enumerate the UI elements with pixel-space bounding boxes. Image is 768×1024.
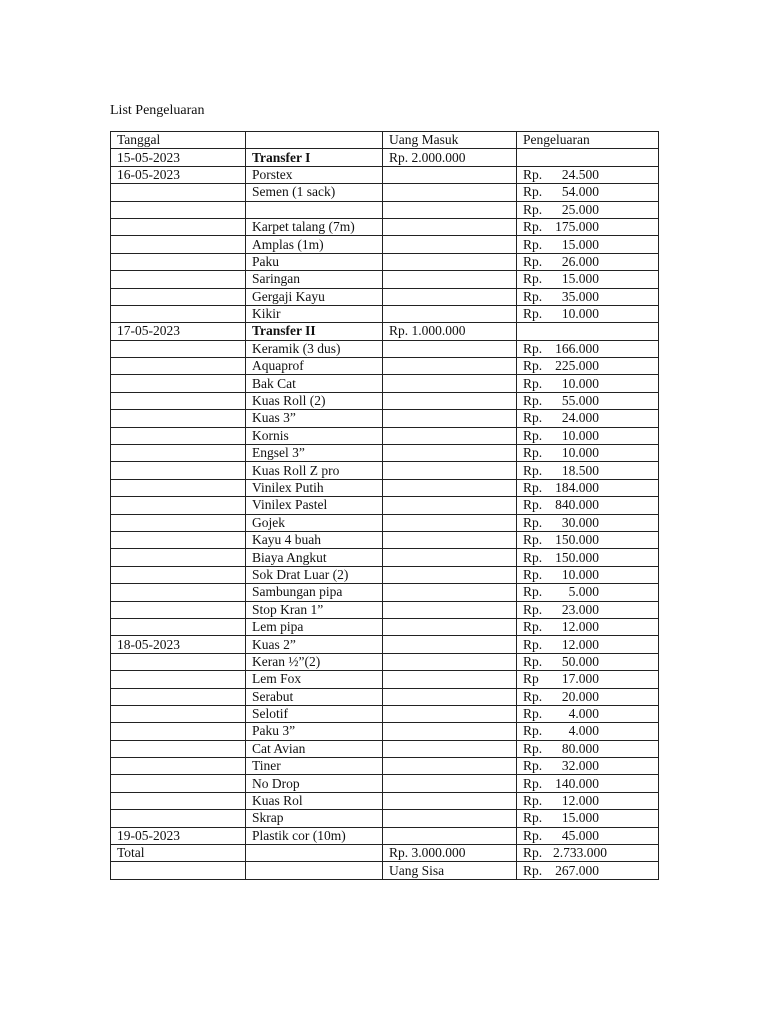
table-row	[111, 775, 659, 792]
cell-item: Paku	[246, 253, 383, 270]
cell-date	[111, 758, 246, 775]
table-row	[111, 723, 659, 740]
currency-prefix: Rp.	[523, 445, 543, 461]
currency-prefix: Rp.	[523, 306, 543, 322]
currency-prefix: Rp.	[523, 219, 543, 235]
cell-date	[111, 497, 246, 514]
cell-uang-masuk	[383, 636, 517, 653]
cell-pengeluaran	[517, 792, 659, 809]
currency-prefix: Rp.	[523, 810, 543, 826]
cell-uang-masuk	[383, 184, 517, 201]
cell-uang-masuk	[383, 427, 517, 444]
table-row	[111, 340, 659, 357]
cell-date	[111, 375, 246, 392]
cell-date: 15-05-2023	[111, 149, 246, 166]
currency-prefix: Rp.	[523, 532, 543, 548]
currency-prefix: Rp	[523, 671, 539, 687]
table-row	[111, 184, 659, 201]
cell-date	[111, 688, 246, 705]
table-row	[111, 688, 659, 705]
cell-item: Gergaji Kayu	[246, 288, 383, 305]
cell-uang-masuk	[383, 671, 517, 688]
expense-amount: 225.000	[555, 358, 599, 374]
expense-amount: 23.000	[561, 601, 599, 617]
cell-uang-masuk	[383, 479, 517, 496]
cell-item: Selotif	[246, 705, 383, 722]
cell-uang-masuk	[383, 497, 517, 514]
currency-prefix: Rp.	[523, 427, 543, 443]
expense-amount: 35.000	[561, 288, 599, 304]
expense-amount: 25.000	[561, 201, 599, 217]
cell-item	[246, 201, 383, 218]
cell-uang-masuk	[383, 305, 517, 322]
cell-item: Porstex	[246, 166, 383, 183]
cell-uang-masuk	[383, 584, 517, 601]
cell-uang-masuk	[383, 601, 517, 618]
cell-item	[246, 845, 383, 862]
cell-pengeluaran	[517, 845, 659, 862]
cell-uang-masuk	[383, 271, 517, 288]
table-row	[111, 827, 659, 844]
cell-uang-masuk	[383, 462, 517, 479]
cell-date: 17-05-2023	[111, 323, 246, 340]
expense-amount: 15.000	[561, 810, 599, 826]
cell-item: Kornis	[246, 427, 383, 444]
currency-prefix: Rp.	[523, 514, 543, 530]
header-row	[111, 132, 659, 149]
header-tanggal: Tanggal	[111, 132, 246, 149]
cell-item: Keramik (3 dus)	[246, 340, 383, 357]
cell-item: Karpet talang (7m)	[246, 218, 383, 235]
currency-prefix: Rp.	[523, 584, 543, 600]
expense-amount: 55.000	[561, 393, 599, 409]
cell-uang-masuk	[383, 358, 517, 375]
table-row	[111, 671, 659, 688]
cell-pengeluaran	[517, 236, 659, 253]
cell-date	[111, 201, 246, 218]
cell-uang-masuk	[383, 410, 517, 427]
currency-prefix: Rp.	[523, 862, 543, 878]
cell-uang-masuk	[383, 531, 517, 548]
cell-date	[111, 531, 246, 548]
cell-uang-masuk: Rp. 3.000.000	[383, 845, 517, 862]
cell-item: Semen (1 sack)	[246, 184, 383, 201]
cell-pengeluaran	[517, 305, 659, 322]
cell-date	[111, 305, 246, 322]
cell-pengeluaran	[517, 218, 659, 235]
cell-date	[111, 288, 246, 305]
cell-pengeluaran	[517, 618, 659, 635]
currency-prefix: Rp.	[523, 758, 543, 774]
cell-item: Sambungan pipa	[246, 584, 383, 601]
cell-item: Lem Fox	[246, 671, 383, 688]
cell-item: Kuas 3”	[246, 410, 383, 427]
table-row	[111, 375, 659, 392]
expense-amount: 10.000	[561, 445, 599, 461]
expense-amount: 15.000	[561, 236, 599, 252]
cell-date	[111, 218, 246, 235]
cell-uang-masuk	[383, 340, 517, 357]
cell-pengeluaran	[517, 584, 659, 601]
cell-item: Kuas Roll (2)	[246, 392, 383, 409]
cell-uang-masuk	[383, 549, 517, 566]
cell-uang-masuk	[383, 166, 517, 183]
cell-pengeluaran	[517, 740, 659, 757]
expense-amount: 32.000	[561, 758, 599, 774]
expense-amount: 54.000	[561, 184, 599, 200]
cell-item: Kayu 4 buah	[246, 531, 383, 548]
table-row	[111, 479, 659, 496]
currency-prefix: Rp.	[523, 375, 543, 391]
cell-pengeluaran	[517, 149, 659, 166]
cell-date	[111, 775, 246, 792]
cell-date	[111, 671, 246, 688]
cell-pengeluaran	[517, 392, 659, 409]
cell-uang-masuk	[383, 740, 517, 757]
cell-pengeluaran	[517, 271, 659, 288]
cell-date	[111, 584, 246, 601]
cell-item: Keran ½”(2)	[246, 653, 383, 670]
cell-pengeluaran	[517, 358, 659, 375]
currency-prefix: Rp.	[523, 549, 543, 565]
cell-pengeluaran	[517, 653, 659, 670]
table-row	[111, 636, 659, 653]
cell-item: Stop Kran 1”	[246, 601, 383, 618]
cell-item: Engsel 3”	[246, 445, 383, 462]
cell-date	[111, 653, 246, 670]
cell-pengeluaran	[517, 758, 659, 775]
cell-date	[111, 236, 246, 253]
cell-pengeluaran	[517, 671, 659, 688]
cell-item: Kuas Rol	[246, 792, 383, 809]
cell-pengeluaran	[517, 688, 659, 705]
table-row	[111, 288, 659, 305]
cell-item: Amplas (1m)	[246, 236, 383, 253]
cell-item: Aquaprof	[246, 358, 383, 375]
cell-item: Transfer I	[246, 149, 383, 166]
expense-amount: 150.000	[555, 532, 599, 548]
cell-uang-masuk	[383, 253, 517, 270]
table-row	[111, 427, 659, 444]
table-row	[111, 358, 659, 375]
cell-uang-masuk	[383, 445, 517, 462]
currency-prefix: Rp.	[523, 723, 543, 739]
cell-pengeluaran	[517, 549, 659, 566]
expense-amount: 4.000	[568, 706, 599, 722]
cell-item: Biaya Angkut	[246, 549, 383, 566]
cell-pengeluaran	[517, 566, 659, 583]
currency-prefix: Rp.	[523, 619, 543, 635]
table-row	[111, 201, 659, 218]
currency-prefix: Rp.	[523, 740, 543, 756]
cell-date: 19-05-2023	[111, 827, 246, 844]
cell-pengeluaran	[517, 427, 659, 444]
cell-date	[111, 253, 246, 270]
cell-item: No Drop	[246, 775, 383, 792]
expense-amount: 2.733.000	[553, 845, 607, 861]
table-row	[111, 531, 659, 548]
currency-prefix: Rp.	[523, 497, 543, 513]
cell-pengeluaran	[517, 705, 659, 722]
table-row	[111, 462, 659, 479]
cell-item: Cat Avian	[246, 740, 383, 757]
table-row	[111, 218, 659, 235]
cell-item: Kikir	[246, 305, 383, 322]
cell-uang-masuk	[383, 566, 517, 583]
cell-item: Sok Drat Luar (2)	[246, 566, 383, 583]
expense-amount: 10.000	[561, 566, 599, 582]
header-uang-masuk: Uang Masuk	[383, 132, 517, 149]
cell-pengeluaran	[517, 810, 659, 827]
table-row	[111, 584, 659, 601]
cell-item: Skrap	[246, 810, 383, 827]
cell-pengeluaran	[517, 375, 659, 392]
cell-item: Tiner	[246, 758, 383, 775]
cell-pengeluaran	[517, 601, 659, 618]
cell-pengeluaran	[517, 323, 659, 340]
expense-amount: 50.000	[561, 653, 599, 669]
cell-date	[111, 810, 246, 827]
cell-item: Plastik cor (10m)	[246, 827, 383, 844]
cell-date	[111, 445, 246, 462]
table-row	[111, 497, 659, 514]
cell-date	[111, 271, 246, 288]
cell-uang-masuk	[383, 792, 517, 809]
expense-amount: 175.000	[555, 219, 599, 235]
cell-item: Serabut	[246, 688, 383, 705]
table-row	[111, 323, 659, 340]
cell-pengeluaran	[517, 497, 659, 514]
header-pengeluaran: Pengeluaran	[517, 132, 659, 149]
cell-date	[111, 427, 246, 444]
expense-amount: 184.000	[555, 480, 599, 495]
document-title: List Pengeluaran	[110, 103, 205, 118]
cell-uang-masuk	[383, 653, 517, 670]
cell-uang-masuk	[383, 827, 517, 844]
currency-prefix: Rp.	[523, 775, 543, 791]
cell-uang-masuk	[383, 758, 517, 775]
cell-date	[111, 358, 246, 375]
table-row	[111, 810, 659, 827]
cell-pengeluaran	[517, 827, 659, 844]
cell-item: Lem pipa	[246, 618, 383, 635]
table-row	[111, 618, 659, 635]
expense-amount: 12.000	[561, 793, 599, 809]
cell-pengeluaran	[517, 166, 659, 183]
table-row	[111, 514, 659, 531]
cell-uang-masuk	[383, 688, 517, 705]
table-row	[111, 740, 659, 757]
cell-uang-masuk	[383, 618, 517, 635]
cell-pengeluaran	[517, 253, 659, 270]
cell-item: Saringan	[246, 271, 383, 288]
currency-prefix: Rp.	[523, 462, 543, 478]
cell-date	[111, 514, 246, 531]
currency-prefix: Rp.	[523, 340, 543, 356]
currency-prefix: Rp.	[523, 358, 543, 374]
cell-uang-masuk	[383, 723, 517, 740]
cell-item: Vinilex Putih	[246, 479, 383, 496]
table-row	[111, 166, 659, 183]
table-row	[111, 236, 659, 253]
cell-uang-masuk: Rp. 1.000.000	[383, 323, 517, 340]
expense-amount: 10.000	[561, 427, 599, 443]
table-row	[111, 149, 659, 166]
cell-pengeluaran	[517, 723, 659, 740]
cell-uang-masuk	[383, 810, 517, 827]
expense-table-body	[111, 132, 659, 880]
currency-prefix: Rp.	[523, 253, 543, 269]
cell-pengeluaran	[517, 340, 659, 357]
table-row	[111, 549, 659, 566]
cell-uang-masuk: Rp. 2.000.000	[383, 149, 517, 166]
cell-date	[111, 340, 246, 357]
cell-pengeluaran	[517, 479, 659, 496]
cell-item: Kuas 2”	[246, 636, 383, 653]
cell-item	[246, 862, 383, 879]
currency-prefix: Rp.	[523, 601, 543, 617]
cell-pengeluaran	[517, 184, 659, 201]
cell-date	[111, 740, 246, 757]
currency-prefix: Rp.	[523, 480, 543, 495]
cell-date	[111, 410, 246, 427]
cell-pengeluaran	[517, 288, 659, 305]
expense-amount: 10.000	[561, 375, 599, 391]
cell-date: 18-05-2023	[111, 636, 246, 653]
table-row	[111, 271, 659, 288]
header-item	[246, 132, 383, 149]
cell-pengeluaran	[517, 514, 659, 531]
expense-amount: 12.000	[561, 636, 599, 652]
table-row	[111, 410, 659, 427]
table-row	[111, 445, 659, 462]
cell-date	[111, 723, 246, 740]
cell-uang-masuk	[383, 288, 517, 305]
currency-prefix: Rp.	[523, 653, 543, 669]
table-row	[111, 253, 659, 270]
table-row	[111, 392, 659, 409]
cell-uang-masuk	[383, 392, 517, 409]
currency-prefix: Rp.	[523, 201, 543, 217]
expense-amount: 30.000	[561, 514, 599, 530]
expense-amount: 18.500	[561, 462, 599, 478]
cell-date	[111, 601, 246, 618]
cell-date	[111, 862, 246, 879]
cell-date	[111, 462, 246, 479]
cell-item: Bak Cat	[246, 375, 383, 392]
cell-date	[111, 549, 246, 566]
table-row	[111, 705, 659, 722]
cell-item: Paku 3”	[246, 723, 383, 740]
expense-amount: 24.500	[561, 166, 599, 182]
expense-amount: 20.000	[561, 688, 599, 704]
cell-date	[111, 705, 246, 722]
cell-pengeluaran	[517, 636, 659, 653]
cell-pengeluaran	[517, 531, 659, 548]
table-row	[111, 845, 659, 862]
currency-prefix: Rp.	[523, 184, 543, 200]
currency-prefix: Rp.	[523, 827, 543, 843]
expense-amount: 15.000	[561, 271, 599, 287]
table-row	[111, 601, 659, 618]
expense-amount: 80.000	[561, 740, 599, 756]
expense-amount: 26.000	[561, 253, 599, 269]
cell-uang-masuk	[383, 514, 517, 531]
table-row	[111, 758, 659, 775]
expense-amount: 45.000	[561, 827, 599, 843]
cell-uang-masuk	[383, 775, 517, 792]
cell-uang-masuk	[383, 218, 517, 235]
cell-uang-masuk	[383, 201, 517, 218]
cell-item: Transfer II	[246, 323, 383, 340]
expense-amount: 166.000	[555, 340, 599, 356]
currency-prefix: Rp.	[523, 688, 543, 704]
currency-prefix: Rp.	[523, 845, 543, 861]
currency-prefix: Rp.	[523, 793, 543, 809]
currency-prefix: Rp.	[523, 236, 543, 252]
cell-date: Total	[111, 845, 246, 862]
table-row	[111, 305, 659, 322]
cell-pengeluaran	[517, 445, 659, 462]
expense-amount: 4.000	[568, 723, 599, 739]
currency-prefix: Rp.	[523, 288, 543, 304]
cell-pengeluaran	[517, 201, 659, 218]
cell-date	[111, 566, 246, 583]
cell-uang-masuk	[383, 236, 517, 253]
currency-prefix: Rp.	[523, 636, 543, 652]
cell-pengeluaran	[517, 775, 659, 792]
cell-item: Vinilex Pastel	[246, 497, 383, 514]
cell-date: 16-05-2023	[111, 166, 246, 183]
expense-amount: 840.000	[555, 497, 599, 513]
cell-date	[111, 184, 246, 201]
expense-amount: 17.000	[561, 671, 599, 687]
table-row	[111, 862, 659, 879]
cell-item: Gojek	[246, 514, 383, 531]
expense-table	[110, 131, 659, 880]
currency-prefix: Rp.	[523, 166, 543, 182]
expense-amount: 24.000	[561, 410, 599, 426]
cell-date	[111, 392, 246, 409]
cell-pengeluaran	[517, 862, 659, 879]
expense-amount: 267.000	[555, 862, 599, 878]
currency-prefix: Rp.	[523, 566, 543, 582]
cell-uang-masuk	[383, 375, 517, 392]
currency-prefix: Rp.	[523, 271, 543, 287]
expense-amount: 5.000	[568, 584, 599, 600]
currency-prefix: Rp.	[523, 410, 543, 426]
table-row	[111, 653, 659, 670]
currency-prefix: Rp.	[523, 393, 543, 409]
expense-amount: 140.000	[555, 775, 599, 791]
expense-amount: 150.000	[555, 549, 599, 565]
table-row	[111, 566, 659, 583]
cell-uang-masuk: Uang Sisa	[383, 862, 517, 879]
table-row	[111, 792, 659, 809]
cell-item: Kuas Roll Z pro	[246, 462, 383, 479]
cell-pengeluaran	[517, 410, 659, 427]
expense-amount: 10.000	[561, 306, 599, 322]
cell-date	[111, 618, 246, 635]
cell-date	[111, 479, 246, 496]
currency-prefix: Rp.	[523, 706, 543, 722]
expense-amount: 12.000	[561, 619, 599, 635]
cell-pengeluaran	[517, 462, 659, 479]
cell-uang-masuk	[383, 705, 517, 722]
cell-date	[111, 792, 246, 809]
